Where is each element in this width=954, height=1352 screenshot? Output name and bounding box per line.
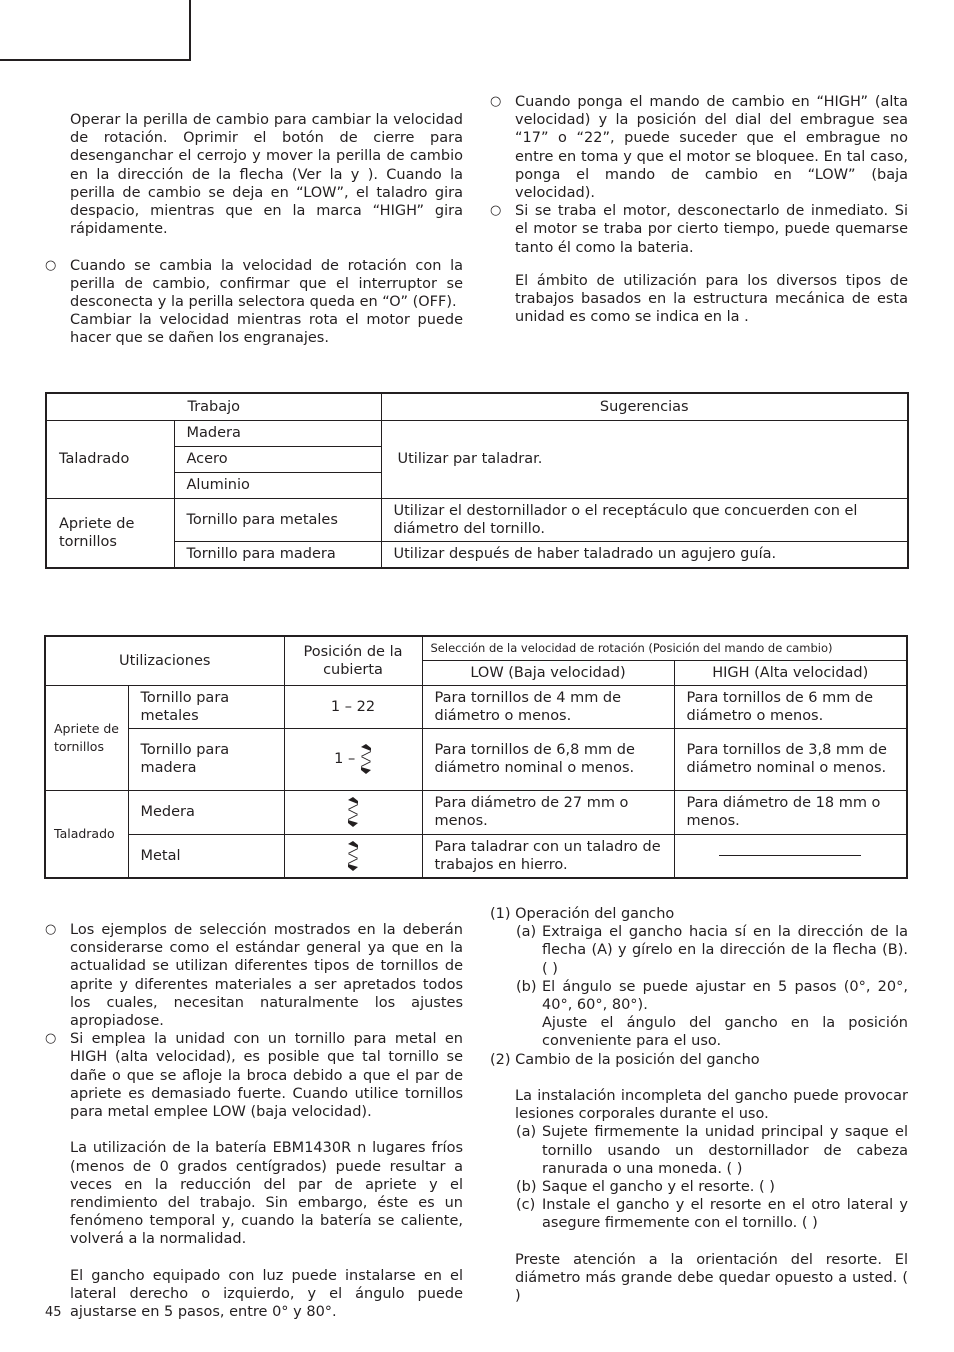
speed-change-note: ○ Cuando se cambia la velocidad de rotación con la perilla de cambio, confirmar que el interruptor se desconecta y la perilla selectora queda en “O” (OFF). [45,257,463,312]
header-cover-position: Posición de la cubierta [284,636,422,685]
hook-change-step-a: (a) Sujete firmemente la unidad principal y saque el tornillo usando un destornillador de cabeza ranurada o una moneda. ( ) [516,1124,908,1177]
hook-step-a: (a) Extraiga el gancho hacia sí en la dirección de la flecha (A) y gírelo en la dirección de la flecha (B). ( ) [516,924,908,977]
selection-example-note: ○ Los ejemplos de selección mostrados en la deberán considerarse como el estándar general ya que en la actualidad se utilizan diferentes tipos de tornillos de aprite y diferentes materiales a ser apretados todos los cuales, necesitan naturalmente los ajustes apropiadose. [45,921,463,1030]
metal-position-cell [284,834,422,878]
header-work: Trabajo [46,393,381,420]
hook-position-heading: (2) Cambio de la posición del gancho [490,1051,760,1068]
motor-lock-note: ○ Si se traba el motor, desconectarlo de inmediato. Si el motor se traba por cierto tiempo, puede quemarse tanto él como la bateria. [490,202,908,257]
wood-screw: Tornillo para madera [174,541,381,568]
hook-change-step-c: (c) Instale el gancho y el resorte en el otro lateral y asegure firmemente con el tornillo. ( ) [516,1197,908,1232]
wood-position-cell [284,790,422,834]
drill-mark-icon [347,841,359,871]
machine-screw: Tornillo para metales [174,498,381,541]
machine-screw-suggestion: Utilizar el destornillador o el receptáculo que concuerden con el diámetro del tornillo. [381,498,908,541]
spring-orientation-note: Preste atención a la orientación del resorte. El diámetro más grande debe quedar opuesto a usted. ( ) [515,1251,908,1305]
hook-step-b-cont: Ajuste el ángulo del gancho en la posición conveniente para el uso. [542,1015,908,1050]
work-suggestions-table [45,392,909,569]
machine-screw: Tornillo para metales [128,685,284,728]
right-top-column [490,93,908,326]
header-uses: Utilizaciones [45,636,284,685]
header-low: LOW (Baja velocidad) [422,660,674,685]
high-clutch-note: ○ Cuando ponga el mando de cambio en “HIGH” (alta velocidad) y la posición del dial del embrague sea “17” o “22”, puede suceder que el embrague no entre en toma y que el motor se bloquee. En tal caso, ponga el mando de cambio en “LOW” (baja velocidad). [490,93,908,202]
wood-screw-suggestion: Utilizar después de haber taladrado un agujero guía. [381,541,908,568]
machine-screw-position: 1 – 22 [284,685,422,728]
speed-change-paragraph: Operar la perilla de cambio para cambiar la velocidad de rotación. Oprimir el botón de cierre para desenganchar el cerrojo y mover la perilla de cambio en la dirección de la flecha (Ver la y ). Cuando la perilla de cambio se deja en “LOW”, el taladro gira despacio, mientras que en la marca “HIGH” gira rápidamente. [70,112,463,238]
page-number: 45 [45,1305,62,1320]
left-top-column [45,111,463,348]
left-bottom-column [45,921,463,1321]
drill-mark-icon [347,797,359,827]
cold-battery-paragraph: La utilización de la batería EBM1430R n lugares fríos (menos de 0 grados centígrados) puede resultar a veces en la reducción del par de apriete y el rendimiento del trabajo. Sin embargo, éste es un fenómeno temporal y, cuando la batería se caliente, volverá a la normalidad. [70,1140,463,1248]
header-speed-selection: Selección de la velocidad de rotación (Posición del mando de cambio) [422,636,907,660]
material-wood: Medera [128,790,284,834]
material-steel: Acero [174,446,381,472]
header-high: HIGH (Alta velocidad) [674,660,907,685]
not-applicable-dash [719,855,861,856]
hook-operation-heading: (1) Operación del gancho [490,906,675,922]
header-suggestions: Sugerencias [381,393,908,420]
machine-screw-high: Para tornillos de 6 mm de diámetro o menos. [674,685,907,728]
metal-low: Para taladrar con un taladro de trabajos en hierro. [422,834,674,878]
page-corner-tab [0,0,191,61]
hook-warning: La instalación incompleta del gancho puede provocar lesiones corporales durante el uso. [515,1088,908,1123]
row-screw-tightening: Apriete de tornillos [46,498,174,568]
hook-paragraph: El gancho equipado con luz puede instalarse en el lateral derecho o izquierdo, y el ángulo puede ajustarse en 5 pasos, entre 0° y 80°. [70,1267,463,1321]
drill-mark-icon [360,744,372,774]
wood-high: Para diámetro de 18 mm o menos. [674,790,907,834]
material-wood: Madera [174,420,381,446]
usage-scope-paragraph: El ámbito de utilización para los diversos tipos de trabajos basados en la estructura mecánica de esta unidad es como se indica en la . [515,272,908,326]
metal-high [674,834,907,878]
hook-change-step-b: (b) Saque el gancho y el resorte. ( ) [516,1179,775,1196]
high-speed-screw-note: ○ Si emplea la unidad con un tornillo para metal en HIGH (alta velocidad), es posible que tal tornillo se dañe o que se afloje la broca debido a que el par de apriete es demasiado fuerte. Cuando utilice tornillos para metal emplee LOW (baja velocidad). [45,1030,463,1121]
machine-screw-low: Para tornillos de 4 mm de diámetro o menos. [422,685,674,728]
material-aluminum: Aluminio [174,472,381,498]
wood-screw-high: Para tornillos de 3,8 mm de diámetro nominal o menos. [674,728,907,790]
speed-selection-table [44,635,908,879]
speed-change-note-cont: Cambiar la velocidad mientras rota el motor puede hacer que se dañen los engranajes. [70,312,463,347]
wood-screw: Tornillo para madera [128,728,284,790]
wood-screw-low: Para tornillos de 6,8 mm de diámetro nominal o menos. [422,728,674,790]
right-bottom-column [490,905,908,1305]
hook-step-b: (b) El ángulo se puede ajustar en 5 pasos (0°, 20°, 40°, 60°, 80°). [516,978,908,1014]
wood-screw-position-cell [284,728,422,790]
row-drilling: Taladrado [45,790,128,878]
row-screw-tightening: Apriete de tornillos [45,685,128,790]
drilling-suggestion: Utilizar par taladrar. [381,420,908,498]
wood-screw-position: 1 – [334,751,356,767]
wood-low: Para diámetro de 27 mm o menos. [422,790,674,834]
material-metal: Metal [128,834,284,878]
row-drilling: Taladrado [46,420,174,498]
